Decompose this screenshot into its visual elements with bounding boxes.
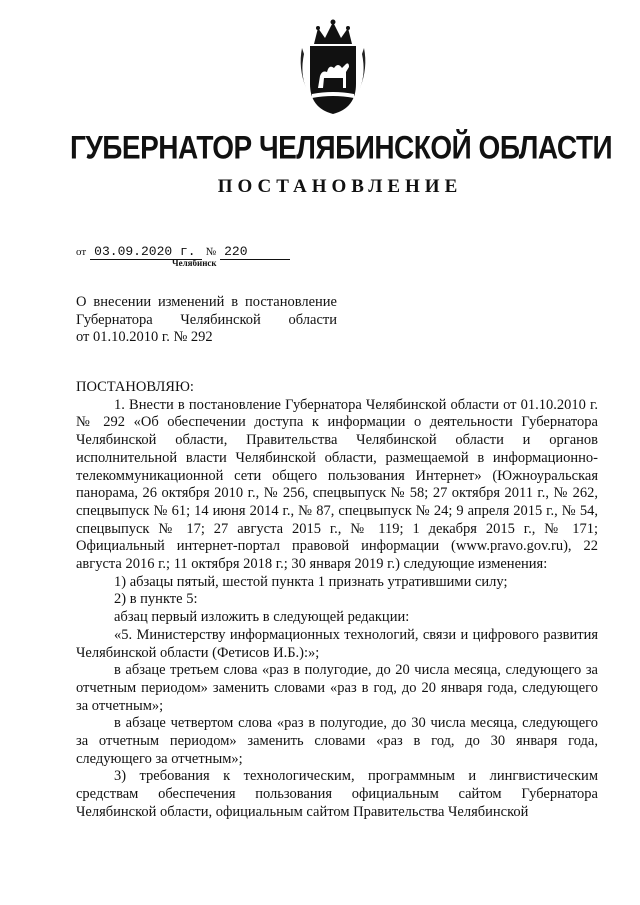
subject-line-3: от 01.10.2010 г. № 292: [76, 329, 213, 345]
governor-title: ГУБЕРНАТОР ЧЕЛЯБИНСКОЙ ОБЛАСТИ: [70, 129, 613, 166]
subject-word: Челябинской: [180, 311, 261, 328]
paragraph: «5. Министерству информационных технологий, связи и цифрового развития Челябинской области (Фетисов И.Б.):»;: [76, 626, 598, 661]
document-body: [76, 379, 598, 822]
document-number: 220: [220, 244, 289, 260]
subject-line-1: О внесении изменений в постановление: [76, 294, 337, 310]
city-label: Челябинск: [172, 258, 217, 268]
number-prefix: №: [205, 246, 217, 258]
document-subject: [76, 294, 337, 347]
resolve-heading: ПОСТАНОВЛЯЮ:: [76, 379, 194, 395]
subject-word: области: [288, 311, 337, 328]
document-type-heading: ПОСТАНОВЛЕНИЕ: [217, 176, 463, 197]
document-date: 03.09.2020 г.: [90, 244, 201, 260]
subject-line-2: [76, 312, 337, 330]
subject-word: Губернатора: [76, 311, 153, 328]
paragraph: 1. Внести в постановление Губернатора Челябинской области от 01.10.2010 г. № 292 «Об обеспечении доступа к информации о деятельности Губернатора Челябинской области, Правительства Челябинской области и органов исполнительной власти Челябинской области, размещаемой в информационно-телекоммуникационной сети общего пользования Интернет» (Южноуральская панорама, 26 октября 2010 г., № 256, спецвыпуск № 58; 27 октября 2011 г., № 262, спецвыпуск № 61; 14 июня 2014 г., № 87, спецвыпуск № 24; 9 апреля 2015 г., № 54, спецвыпуск № 17; 27 августа 2015 г., № 119; 1 декабря 2015 г., № 171; Официальный интернет-портал правовой информации (www.pravo.gov.ru), 22 августа 2016 г.; 11 октября 2018 г.; 30 января 2019 г.) следующие изменения:: [76, 396, 598, 573]
paragraph: абзац первый изложить в следующей редакции:: [114, 609, 410, 626]
paragraph: в абзаце третьем слова «раз в полугодие, до 20 числа месяца, следующего за отчетным периодом» заменить словами «раз в год, до 20 января года, следующего за отчетным»;: [76, 662, 598, 714]
paragraph: 3) требования к технологическим, программным и лингвистическим средствам обеспечения пользования официальным сайтом Губернатора Челябинской области, официальным сайтом Правительства Челябинской: [76, 768, 598, 820]
paragraph: в абзаце четвертом слова «раз в полугодие, до 30 числа месяца, следующего за отчетным периодом» заменить словами «раз в год, до 30 января года, следующего за отчетным»;: [76, 715, 598, 767]
paragraph: 2) в пункте 5:: [114, 591, 198, 608]
coat-of-arms-emblem: [296, 18, 370, 118]
paragraph: 1) абзацы пятый, шестой пункта 1 признать утратившими силу;: [114, 573, 508, 590]
date-prefix: от: [76, 246, 87, 258]
